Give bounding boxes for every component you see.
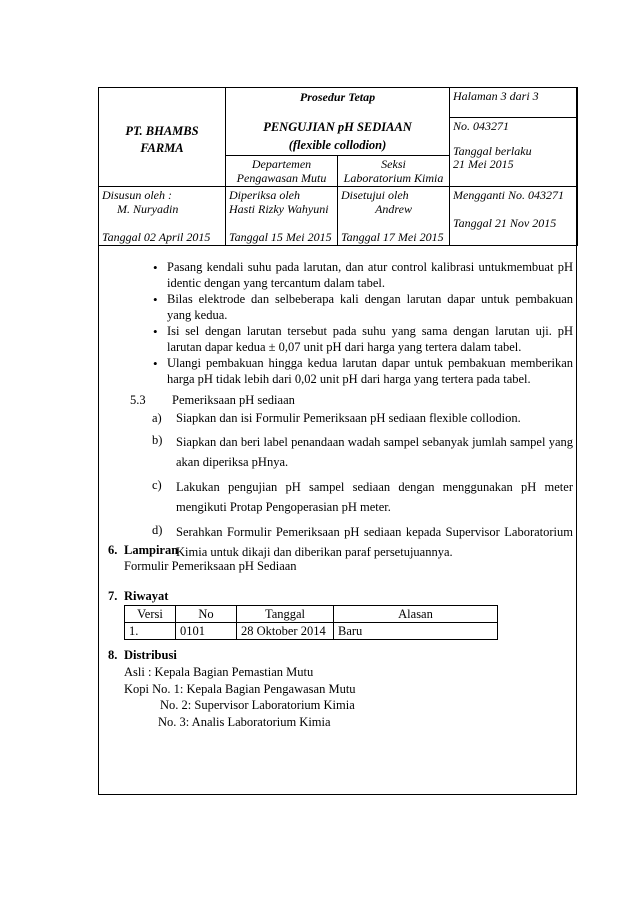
- section-7-title: Riwayat: [124, 589, 169, 603]
- table-cell: 1.: [125, 623, 176, 640]
- section-6-content: Formulir Pemeriksaan pH Sediaan: [124, 559, 297, 573]
- list-item: No. 3: Analis Laboratorium Kimia: [158, 714, 331, 729]
- step-label: b): [152, 432, 163, 447]
- section-value: Laboratorium Kimia: [343, 170, 444, 185]
- page-info: Halaman 3 dari 3: [453, 89, 539, 103]
- company-name-cell: [99, 88, 226, 187]
- section-5-3-steps: [152, 410, 573, 562]
- section-cell: [338, 155, 450, 186]
- department-cell: [226, 155, 338, 186]
- department-value: Pengawasan Mutu: [236, 170, 327, 185]
- step-text: Siapkan dan isi Formulir Pemeriksaan pH sediaan flexible collodion.: [176, 411, 521, 425]
- step-text: Siapkan dan beri label penandaan wadah sampel sebanyak jumlah sampel yang akan diperiksa pHnya.: [176, 434, 573, 469]
- step-label: d): [152, 522, 163, 537]
- distribution-list: [124, 664, 356, 730]
- prepared-date: Tanggal 02 April 2015: [102, 229, 211, 244]
- page-info-cell: [450, 88, 578, 118]
- checked-by-cell: [226, 186, 338, 245]
- replaces-number: Mengganti No. 043271: [453, 187, 565, 202]
- checked-name: Hasti Rizky Wahyuni: [229, 201, 329, 216]
- list-item: • Isi sel dengan larutan tersebut pada suhu yang sama dengan larutan uji. pH larutan dapar kedua ± 0,07 unit pH dari harga yang tertera dalam tabel.: [167, 324, 573, 355]
- table-header-row: [125, 606, 498, 623]
- replaces-date: Tanggal 21 Nov 2015: [453, 215, 557, 230]
- history-table: [124, 605, 498, 640]
- table-cell: 0101: [176, 623, 237, 640]
- checked-label: Diperiksa oleh: [229, 187, 300, 202]
- procedure-type: Prosedur Tetap: [299, 90, 376, 104]
- column-header: Versi: [125, 606, 176, 623]
- procedure-type-cell: [226, 88, 450, 118]
- section-label: Seksi: [381, 156, 406, 171]
- step-label: a): [152, 411, 162, 425]
- doc-no-cell: [450, 118, 578, 187]
- list-item: Kopi No. 1: Kepala Bagian Pengawasan Mutu: [124, 681, 356, 696]
- list-item: • Pasang kendali suhu pada larutan, dan atur control kalibrasi untukmembuat pH identic dengan yang tercantum dalam tabel.: [167, 260, 573, 291]
- calibration-bullet-list: [167, 260, 573, 387]
- section-6-number: 6.: [108, 543, 118, 557]
- effective-label: Tanggal berlaku: [453, 144, 532, 158]
- doc-number: No. 043271: [453, 119, 510, 133]
- column-header: No: [176, 606, 237, 623]
- step-label: c): [152, 477, 162, 492]
- department-label: Departemen: [251, 156, 312, 171]
- approved-name: Andrew: [375, 201, 412, 216]
- section-5-3-title: Pemeriksaan pH sediaan: [172, 393, 295, 407]
- list-item: • Ulangi pembakuan hingga kedua larutan dapar untuk pembakuan memberikan harga pH tidak lebih dari 0,02 unit pH dari harga yang tertera pada tabel.: [167, 356, 573, 387]
- list-item: Asli : Kepala Bagian Pemastian Mutu: [124, 665, 314, 679]
- company-name-line1: PT. BHAMBS: [125, 124, 199, 139]
- approved-label: Disetujui oleh: [341, 187, 409, 202]
- column-header: Alasan: [334, 606, 498, 623]
- prepared-label: Disusun oleh :: [102, 187, 172, 202]
- section-8-title: Distribusi: [124, 648, 177, 662]
- section-7-number: 7.: [108, 589, 118, 603]
- document-header-table: [98, 87, 578, 246]
- list-item: [152, 522, 573, 562]
- section-8-number: 8.: [108, 648, 118, 662]
- approved-by-cell: [338, 186, 450, 245]
- list-item: [152, 477, 573, 517]
- prepared-name: M. Nuryadin: [117, 201, 179, 216]
- title-cell: [226, 118, 450, 156]
- table-row: [125, 623, 498, 640]
- list-item: No. 2: Supervisor Laboratorium Kimia: [160, 698, 355, 712]
- approved-date: Tanggal 17 Mei 2015: [341, 229, 444, 244]
- list-item: [152, 410, 573, 427]
- effective-date: 21 Mei 2015: [453, 157, 514, 171]
- column-header: Tanggal: [237, 606, 334, 623]
- step-text: Lakukan pengujian pH sampel sediaan dengan menggunakan pH meter mengikuti Protap Pengoperasian pH meter.: [176, 479, 573, 514]
- document-subtitle: (flexible collodion): [288, 137, 387, 152]
- table-cell: 28 Oktober 2014: [237, 623, 334, 640]
- step-text: Serahkan Formulir Pemeriksaan pH sediaan kepada Supervisor Laboratorium Kimia untuk dikaji dan diberikan paraf persetujuannya.: [176, 524, 573, 559]
- prepared-by-cell: [99, 186, 226, 245]
- company-name-line2: FARMA: [140, 141, 184, 156]
- checked-date: Tanggal 15 Mei 2015: [229, 229, 332, 244]
- list-item: • Bilas elektrode dan selbeberapa kali dengan larutan dapar untuk pembakuan yang kedua.: [167, 292, 573, 323]
- list-item: [152, 432, 573, 472]
- section-6-title: Lampiran: [124, 543, 179, 557]
- document-title: PENGUJIAN pH SEDIAAN: [263, 119, 412, 134]
- table-cell: Baru: [334, 623, 498, 640]
- replaces-cell: [450, 186, 578, 245]
- section-5-3-number: 5.3: [130, 393, 146, 407]
